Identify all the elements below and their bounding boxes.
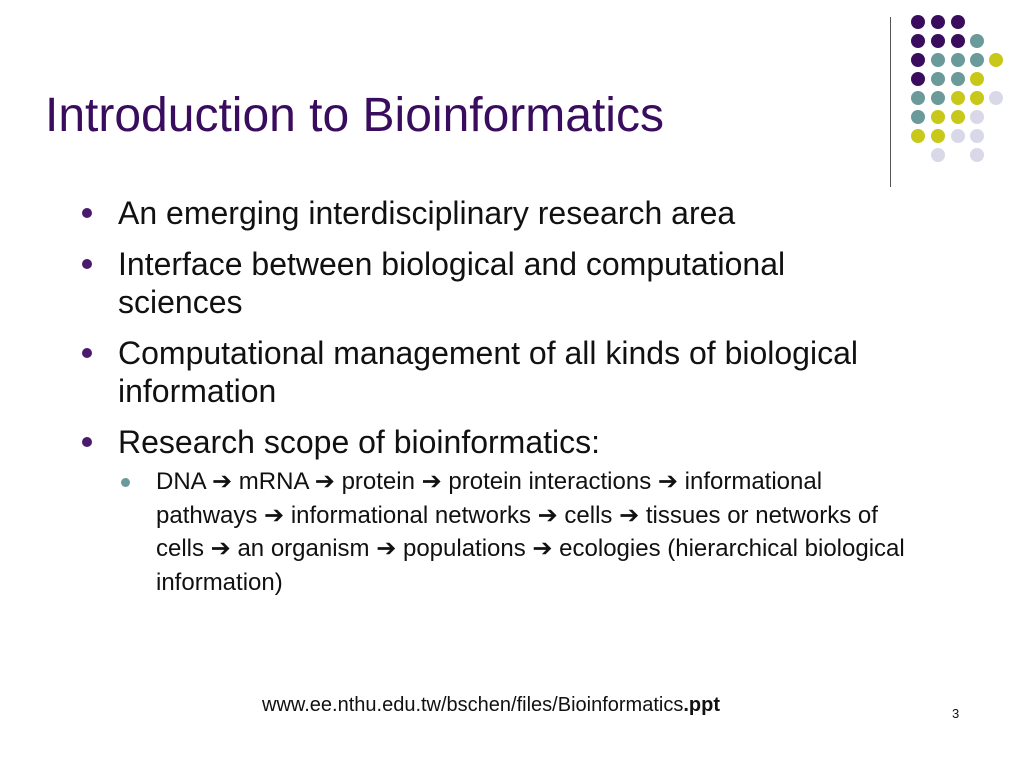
- bullet-dot-icon: [82, 259, 92, 269]
- page-number: 3: [952, 706, 960, 721]
- bullet-item: [80, 245, 910, 321]
- bullet-dot-icon: [82, 208, 92, 218]
- sub-bullet-text: DNA ➔ mRNA ➔ protein ➔ protein interactions ➔ informational pathways ➔ informational networks ➔ cells ➔ tissues or networks of cells ➔ an organism ➔ populations ➔ ecologies (hierarchical biological information): [156, 468, 905, 596]
- footer-url: www.ee.nthu.edu.tw/bschen/files/Bioinformatics: [262, 694, 684, 716]
- bullet-item: [80, 423, 910, 599]
- bullet-text: Interface between biological and computational sciences: [118, 246, 786, 320]
- bullet-list: [80, 194, 910, 612]
- sub-bullet-list: [118, 465, 910, 599]
- slide-title: Introduction to Bioinformatics: [45, 89, 664, 142]
- bullet-dot-icon: [82, 348, 92, 358]
- vertical-divider: [890, 17, 891, 187]
- footer-source: [262, 694, 720, 717]
- sub-bullet-item: [118, 465, 910, 599]
- bullet-text: Computational management of all kinds of biological information: [118, 335, 858, 409]
- bullet-text: Research scope of bioinformatics:: [118, 424, 600, 460]
- bullet-item: [80, 194, 910, 232]
- bullet-item: [80, 334, 910, 410]
- sub-bullet-dot-icon: [121, 478, 130, 487]
- footer-extension: .ppt: [683, 694, 720, 716]
- bullet-dot-icon: [82, 437, 92, 447]
- bullet-text: An emerging interdisciplinary research area: [118, 195, 736, 231]
